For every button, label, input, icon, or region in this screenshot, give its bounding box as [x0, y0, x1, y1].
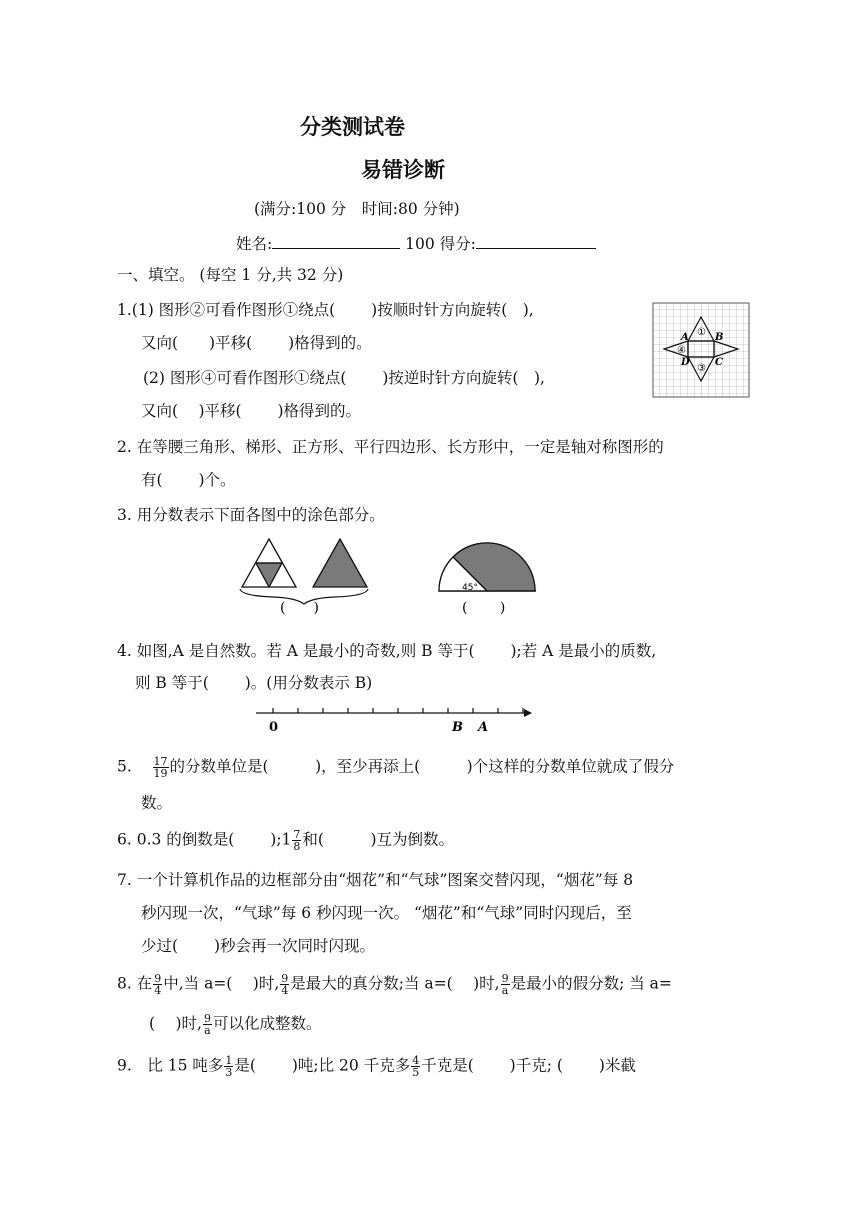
score-label: 100 得分:	[405, 235, 476, 253]
fig-label-b: B	[715, 332, 724, 343]
q5-text: 的分数单位是( )，至少再添上( )个这样的分数单位就成了假分	[169, 757, 675, 776]
rotation-grid-figure	[652, 302, 750, 398]
q1-line2: 又向( )平移( )格得到的。	[141, 334, 372, 352]
name-blank[interactable]	[272, 232, 400, 249]
fig-label-1: ①	[697, 327, 706, 338]
q1-line1: 1.(1) 图形②可看作图形①绕点( )按顺时针方向旋转( ),	[117, 301, 534, 319]
q6-fraction: $\frac{7}{8}$	[293, 828, 301, 853]
fig-label-a: A	[681, 332, 689, 343]
q9-line1: 9. 比 15 吨多 $\frac{1}{3}$ 是( )吨;比 20 千克多 $\frac{4}{5}$ 千克是( )千克; ( )米截	[117, 1054, 636, 1079]
q6-text-post: 和( )互为倒数。	[302, 830, 455, 849]
number-line-a: A	[478, 720, 489, 735]
name-label: 姓名:	[236, 235, 273, 253]
fig-label-3: ③	[697, 363, 706, 374]
q7-line1: 7. 一个计算机作品的边框部分由“烟花”和“气球”图案交替闪现，“烟花”每 8	[117, 871, 634, 889]
shaded-shapes-figure	[234, 532, 554, 618]
q4-line1: 4. 如图,A 是自然数。若 A 是最小的奇数,则 B 等于( );若 A 是最小的质数,	[117, 642, 657, 660]
q7-line2: 秒闪现一次，“气球”每 6 秒闪现一次。 “烟花”和“气球”同时闪现后，至	[141, 904, 632, 922]
page-subtitle: 易错诊断	[361, 158, 445, 182]
angle-label: 45°	[462, 583, 478, 593]
q8-fraction-1: $\frac{9}{4}$	[154, 972, 162, 997]
number-line-b: B	[452, 720, 463, 735]
q9-fraction-1: $\frac{1}{3}$	[225, 1054, 233, 1079]
q3-answer-paren-1[interactable]: ( )	[280, 600, 319, 616]
q1-line3: (2) 图形④可看作图形①绕点( )按逆时针方向旋转( ),	[143, 369, 545, 387]
fig-label-c: C	[715, 357, 723, 368]
q6-line1	[117, 829, 454, 852]
q3-answer-paren-2[interactable]: ( )	[462, 600, 506, 616]
q7-line3: 少过( )秒会再一次同时闪现。	[141, 937, 376, 955]
q4-line2: 则 B 等于( )。(用分数表示 B)	[135, 674, 373, 692]
q8-line2: ( )时, $\frac{9}{a}$ 可以化成整数。	[149, 1012, 322, 1037]
name-score-row	[236, 232, 596, 254]
q9-fraction-2: $\frac{4}{5}$	[412, 1054, 420, 1079]
exam-info: (满分:100 分 时间:80 分钟)	[254, 200, 460, 218]
q8-fraction-4: $\frac{9}{a}$	[203, 1012, 211, 1037]
score-blank[interactable]	[476, 232, 596, 249]
fig-label-4: ④	[677, 345, 686, 356]
q3-line1: 3. 用分数表示下面各图中的涂色部分。	[117, 506, 385, 524]
q2-line2: 有( )个。	[141, 471, 236, 489]
q5-line2: 数。	[141, 794, 173, 812]
page-title: 分类测试卷	[300, 115, 405, 139]
q8-line1: 8. 在 $\frac{9}{4}$ 中,当 a=( )时, $\frac{9}{4}$ 是最大的真分数;当 a=( )时, $\frac{9}{a}$ 是最小的假分数; 当 a=	[117, 972, 672, 997]
q8-fraction-2: $\frac{9}{4}$	[281, 972, 289, 997]
q5-number: 5.	[117, 757, 132, 776]
q1-line4: 又向( )平移( )格得到的。	[141, 402, 362, 420]
q6-text-pre: 6. 0.3 的倒数是( );1	[117, 830, 292, 849]
number-line	[252, 702, 537, 736]
section-heading: 一、填空。 (每空 1 分,共 32 分)	[117, 266, 344, 284]
q8-fraction-3: $\frac{9}{a}$	[501, 972, 509, 997]
q5-line1	[117, 756, 674, 779]
q2-line1: 2. 在等腰三角形、梯形、正方形、平行四边形、长方形中，一定是轴对称图形的	[117, 438, 664, 456]
fig-label-d: D	[681, 357, 690, 368]
q5-fraction: $\frac{17}{19}$	[153, 755, 168, 780]
number-line-zero: 0	[269, 720, 279, 735]
